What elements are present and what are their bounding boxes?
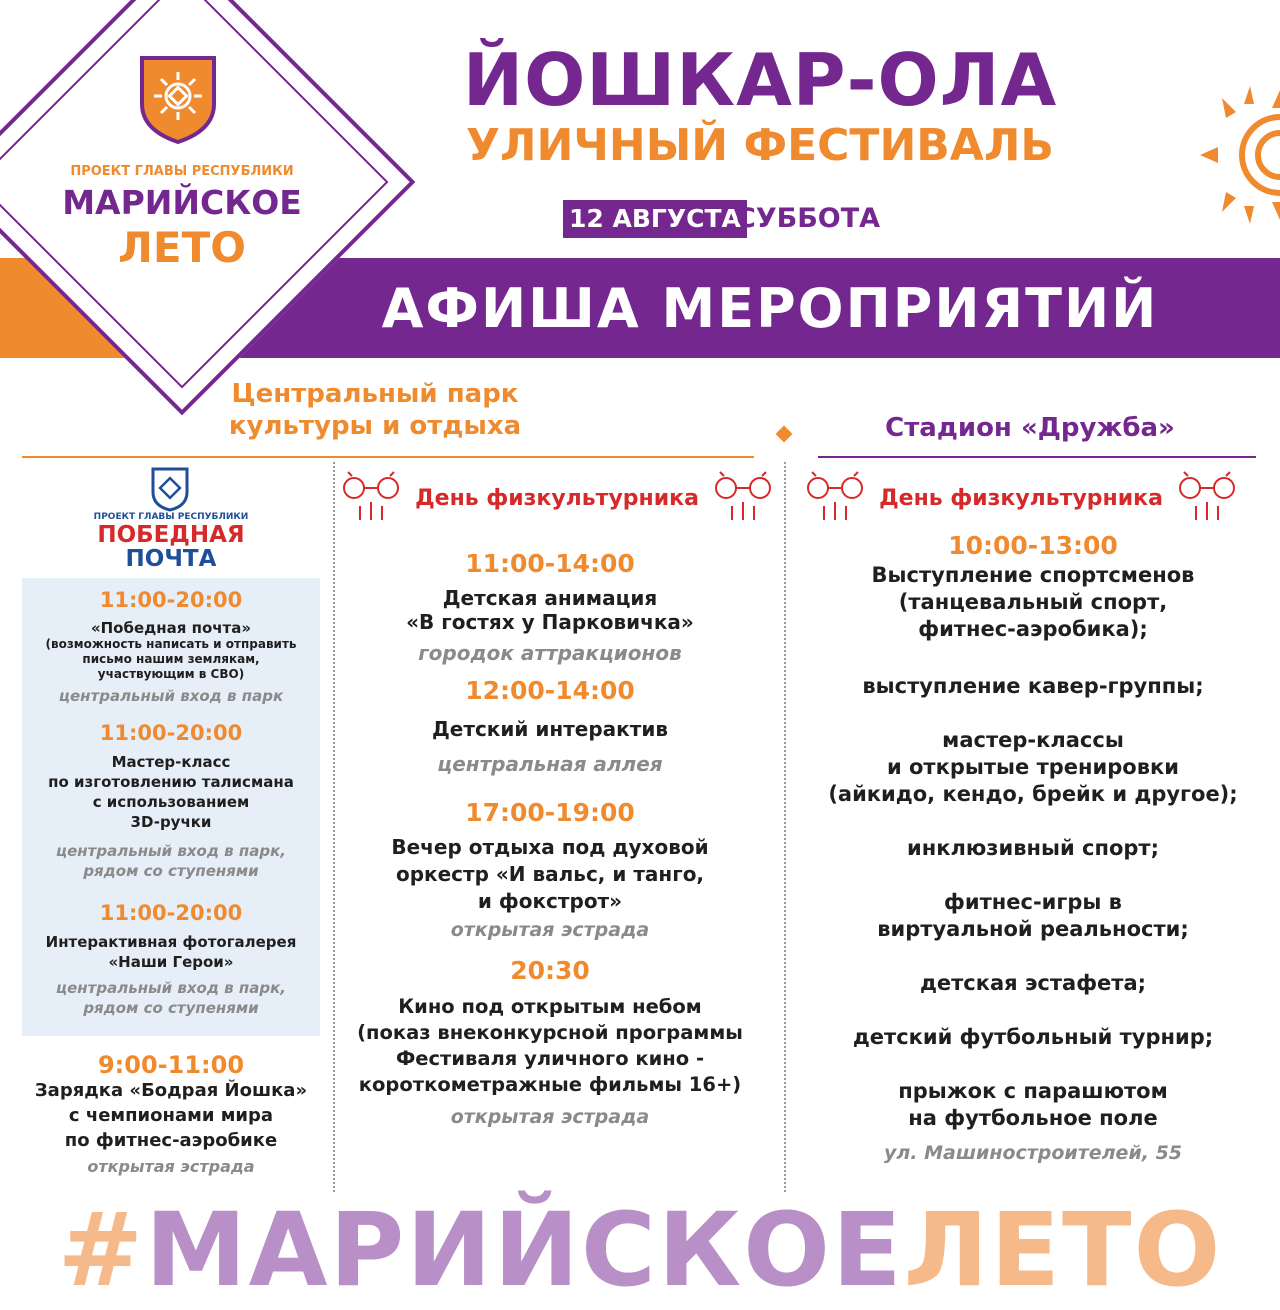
place-line: центральный вход в парк, xyxy=(56,979,286,997)
banner-title: АФИША МЕРОПРИЯТИЙ xyxy=(381,277,1159,340)
park-title-line2: культуры и отдыха xyxy=(228,411,522,441)
stadium-item xyxy=(790,1078,1276,1132)
stadium-item xyxy=(790,727,1276,808)
stadium-divider xyxy=(818,456,1256,458)
event-title: Детский интерактив xyxy=(431,717,669,741)
pochta-title-line1: ПОБЕДНАЯ xyxy=(97,522,245,548)
item-line: виртуальной реальности; xyxy=(877,917,1189,941)
hashtag-word1: МАРИЙСКОЕ xyxy=(145,1191,904,1310)
event-time: 11:00-20:00 xyxy=(99,721,243,745)
event-time: 11:00-14:00 xyxy=(465,549,635,578)
title-line: по фитнес-аэробике xyxy=(64,1130,278,1151)
place-line: рядом со ступенями xyxy=(83,862,259,880)
stadium-time: 10:00-13:00 xyxy=(948,531,1118,560)
title-line: 3D-ручки xyxy=(130,813,212,831)
stadium-heading: День физкультурника xyxy=(879,486,1163,511)
stadium-item: инклюзивный спорт; xyxy=(907,836,1159,860)
hashtag-symbol: # xyxy=(57,1191,146,1310)
event-place: центральный вход в парк xyxy=(58,687,284,705)
item-line: прыжок с парашютом xyxy=(898,1079,1168,1103)
stadium-place: ул. Машиностроителей, 55 xyxy=(883,1142,1183,1164)
event-title xyxy=(12,1078,330,1153)
item-line: на футбольное поле xyxy=(908,1106,1158,1130)
logo-title-line2: ЛЕТО xyxy=(118,223,246,272)
logo-project-label: ПРОЕКТ ГЛАВЫ РЕСПУБЛИКИ xyxy=(70,164,294,179)
city-title: ЙОШКАР-ОЛА xyxy=(462,38,1058,122)
diamond-separator-icon xyxy=(776,426,793,443)
event-note xyxy=(22,637,320,682)
event-title xyxy=(340,834,760,915)
item-line: (айкидо, кендо, брейк и другое); xyxy=(828,782,1238,806)
event-place xyxy=(22,978,320,1018)
logo-title-line1: МАРИЙСКОЕ xyxy=(62,183,302,222)
title-line: с использованием xyxy=(92,793,250,811)
stadium-item xyxy=(790,562,1276,643)
event-time: 20:30 xyxy=(510,956,590,985)
pochta-title-line2: ПОЧТА xyxy=(125,546,217,572)
title-line: «Наши Герои» xyxy=(108,953,234,971)
dumbbell-ornament-icon xyxy=(712,466,774,522)
hashtag-word2: ЛЕТО xyxy=(903,1191,1223,1310)
event-place xyxy=(22,841,320,881)
stadium-item xyxy=(790,889,1276,943)
stadium-item: выступление кавер-группы; xyxy=(862,674,1204,698)
event-title xyxy=(340,586,760,634)
stadium-title: Стадион «Дружба» xyxy=(885,413,1175,443)
stadium-item: детский футбольный турнир; xyxy=(852,1025,1214,1049)
title-line: с чемпионами мира xyxy=(68,1105,274,1126)
title-line: Интерактивная фотогалерея xyxy=(45,933,297,951)
middle-heading: День физкультурника xyxy=(415,486,699,511)
column-divider xyxy=(784,462,786,1192)
event-title xyxy=(336,994,764,1098)
event-time: 12:00-14:00 xyxy=(465,676,635,705)
title-line: короткометражные фильмы 16+) xyxy=(358,1073,742,1096)
event-place: центральная аллея xyxy=(437,752,663,776)
event-time: 9:00-11:00 xyxy=(97,1051,245,1079)
event-place: открытая эстрада xyxy=(87,1157,255,1176)
column-divider xyxy=(333,462,335,1192)
stadium-item: детская эстафета; xyxy=(919,971,1147,995)
park-title xyxy=(160,378,590,442)
note-line: письмо нашим землякам, xyxy=(82,652,260,666)
item-line: Выступление спортсменов xyxy=(871,563,1195,587)
title-line: и фокстрот» xyxy=(477,889,623,913)
event-time: 11:00-20:00 xyxy=(99,901,243,925)
pochta-shield-icon xyxy=(150,466,190,512)
item-line: мастер-классы xyxy=(942,728,1124,752)
event-title: «Победная почта» xyxy=(90,619,252,637)
event-place: городок аттракционов xyxy=(418,641,682,665)
place-line: центральный вход в парк, xyxy=(56,842,286,860)
title-line: Кино под открытым небом xyxy=(398,995,702,1018)
title-line: Фестиваля уличного кино - xyxy=(395,1047,705,1070)
hashtag xyxy=(0,1191,1280,1310)
item-line: фитнес-игры в xyxy=(944,890,1122,914)
title-line: оркестр «И вальс, и танго, xyxy=(395,862,705,886)
title-line: Зарядка «Бодрая Йошка» xyxy=(34,1080,308,1101)
title-line: (показ внеконкурсной программы xyxy=(357,1021,743,1044)
event-place: открытая эстрада xyxy=(450,919,650,941)
event-place: открытая эстрада xyxy=(450,1106,650,1128)
item-line: фитнес-аэробика); xyxy=(918,617,1148,641)
pochta-project-label: ПРОЕКТ ГЛАВЫ РЕСПУБЛИКИ xyxy=(93,512,249,522)
item-line: (танцевальный спорт, xyxy=(898,590,1168,614)
dumbbell-ornament-icon xyxy=(340,466,402,522)
item-line: и открытые тренировки xyxy=(886,755,1179,779)
event-title xyxy=(22,932,320,972)
dumbbell-ornament-icon xyxy=(804,466,866,522)
title-line: по изготовлению талисмана xyxy=(48,773,294,791)
sun-ornament-icon xyxy=(1190,80,1280,230)
event-time: 11:00-20:00 xyxy=(99,588,243,612)
title-line: «В гостях у Парковичка» xyxy=(406,610,694,634)
weekday-label: СУББОТА xyxy=(736,203,881,234)
event-time: 17:00-19:00 xyxy=(465,798,635,827)
park-divider xyxy=(22,456,754,458)
title-line: Вечер отдыха под духовой xyxy=(391,835,709,859)
note-line: участвующим в СВО) xyxy=(97,667,245,681)
event-title xyxy=(22,752,320,832)
park-title-line1: Центральный парк xyxy=(231,379,519,409)
note-line: (возможность написать и отправить xyxy=(45,637,297,651)
festival-subtitle: УЛИЧНЫЙ ФЕСТИВАЛЬ xyxy=(466,120,1054,171)
title-line: Мастер-класс xyxy=(111,753,231,771)
dumbbell-ornament-icon xyxy=(1176,466,1238,522)
title-line: Детская анимация xyxy=(442,586,658,610)
sun-shield-icon xyxy=(138,52,218,144)
date-badge: 12 АВГУСТА xyxy=(563,200,747,238)
place-line: рядом со ступенями xyxy=(83,999,259,1017)
